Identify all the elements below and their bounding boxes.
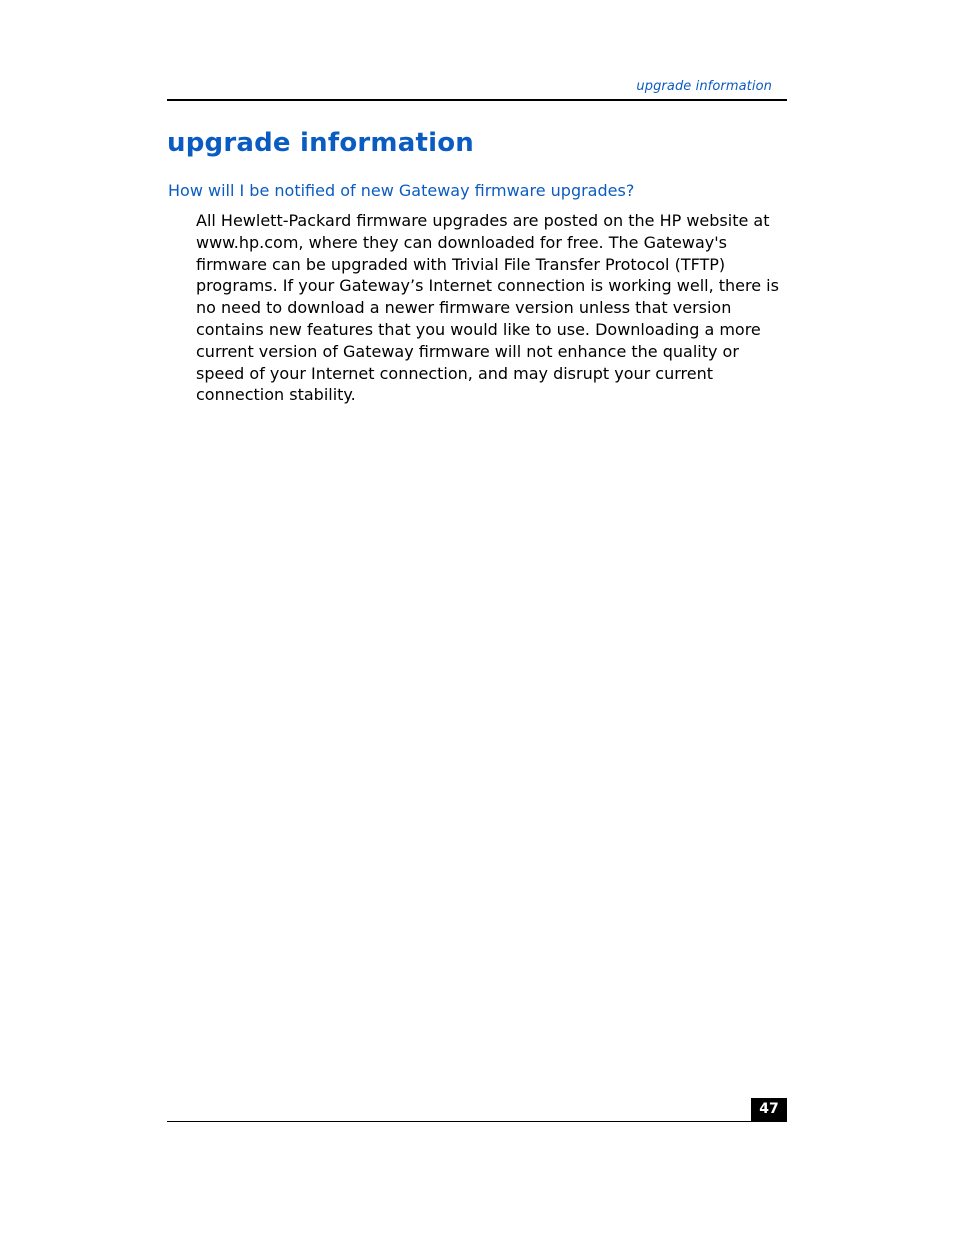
page-title: upgrade information: [167, 128, 474, 158]
faq-answer: All Hewlett-Packard firmware upgrades are posted on the HP website at www.hp.com, where they can downloaded for free. The Gateway's firmware can be upgraded with Trivial File Transfer Protocol (TFTP) programs. If your Gateway’s Internet connection is working well, there is no need to download a newer firmware version unless that version contains new features that you would like to use. Downloading a more current version of Gateway firmware will not enhance the quality or speed of your Internet connection, and may disrupt your current connection stability.: [196, 211, 779, 405]
page-number: 47: [751, 1098, 787, 1122]
faq-question: How will I be notified of new Gateway firmware upgrades?: [168, 181, 635, 200]
running-header: upgrade information: [636, 79, 772, 94]
footer-rule: [167, 1121, 787, 1122]
header-rule: [167, 99, 787, 101]
